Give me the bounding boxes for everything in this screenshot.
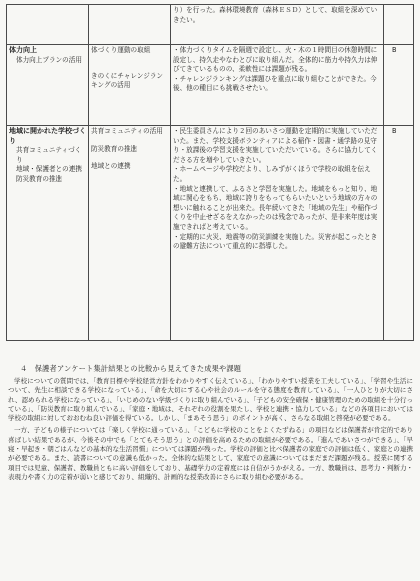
evaluation-item: 共育コミュニティの活用 [91,127,163,135]
evaluation-table [6,4,414,341]
body-paragraph: 学校についての質問では、「教育目標や学校経営方針をわかりやすく伝えている」、「わかりやすい授業を工夫している」、「学習や生活について、先生に相談できる学校になっている」、「命を大切にする心や社会のルールを守る態度を教育している」、「一人ひとりが大切にされ、認められる学校になっている」、「いじめのない学級づくりに取り組んでいる」、「子どもの安全確保・健康管理のための取組を十分行っている」、「防災教育に取り組んでいる」、「家庭・地域は、それぞれの役割を果たし、学校と連携・協力している」などの各項目においては学校の取組に対しておおむね良い評価を得ている。しかし、「まあそう思う」のポイントが高く、さらなる取組と啓発が必要である。 [8,377,413,423]
area-subitem: 防災教育の推進 [16,174,63,183]
description-text: ・チャレンジランキングは課題ひを重点に取り組むことができた。今後、他の種目にも挑戦させたい。 [173,74,377,93]
description-text: ・民生委員さんにより２回のあいさつ運動を定期的に実施していただいた。また、学校支援ボランティアによる稲作・図書・通学路の見守り・放課後の学習支援を実施していただいている。さらに協力してくださる方を増やしていきたい。 [173,127,378,164]
table-row [7,45,414,126]
area-cell [7,126,89,341]
description-text: ・体力づくりタイムを隔週で設定し、火・木の１時間目の休憩時間に設定し、持久走やなわとびに取り組んだ。全体的に筋力や持久力は伸びてきているものの、柔軟性には課題が残る。 [173,46,378,74]
items-cell [89,45,171,126]
table-row [7,126,414,341]
area-heading: 体力向上 [9,46,37,54]
section-heading: ４ 保護者アンケート集計結果との比較から見えてきた成果や課題 [20,364,242,373]
evaluation-item: きのくにチャレンジランキングの活用 [91,71,164,90]
description-text: ・ホームページや学校だより、しみずがくほうで学校の取組を伝えた。 [173,165,371,183]
rating-cell: B [384,126,414,341]
description-cell [171,126,384,341]
section-body [8,377,413,485]
evaluation-item: 地域との連携 [91,162,131,171]
items-cell [89,5,171,45]
area-subitem: 地域・保護者との連携 [16,165,82,174]
rating-cell: B [384,45,414,126]
rating-cell [384,5,414,45]
area-subitem: 体力向上プランの活用 [16,55,82,64]
evaluation-item: 防災教育の推進 [91,144,138,153]
body-paragraph: 一方、子どもの様子については「楽しく学校に通っている」、「こどもに学校のことをよくたずねる」の項目などは保護者が肯定的であり喜ばしい結果であるが、今後その中でも「とてもそう思う」との評価を高めるための取組が必要である。「進んであいさつができる」、「早寝・早起き・朝ごはんなどの基本的な生活習慣」については課題が残った。学校の評価と比べ保護者の家庭での評価は低く、家庭との連携が必要である。また、読書についての意識も低かった。全体的な結果として、家庭での意識についてはまだまだ課題が残る。授業に関する項目では児童、保護者、教職員ともに高い評価をしており、基礎学力の定着度には自信がうかがえる。一方、教職員は、思考力・判断力・表現力や書く力の定着が弱いと感じており、組織的、計画的な授業改善にさらに取り組む必要がある。 [8,426,413,481]
description-text: り）を行った。森林環境教育（森林ＥＳＤ）として、取組を深めていきたい。 [173,6,378,24]
area-subitem: 共育コミュニティづくり [16,146,82,164]
area-cell [7,5,89,45]
description-text: ・地域と連携して、ふるさと学習を実施した。地域をもっと知り、地域に関心をもち、地域に誇りをもってもらいたいという地域の方々の想いに触れることが出来た。長年続いてきた「地域の先生」や稲作づくりを中止せざるをえなかったのは残念であったが、是非来年度は実施できればと考えている。 [173,184,378,231]
evaluation-item: 体づくり運動の取組 [91,46,151,54]
description-cell [171,45,384,126]
description-text: ・定期的に火災、地震等の防災訓練を実施した。災害が起こったときの避難方法について重点的に指導した。 [173,232,378,251]
description-cell [171,5,384,45]
items-cell [89,126,171,341]
area-cell [7,45,89,126]
table-row [7,5,414,45]
area-heading: 地域に開かれた学校づくり [9,127,86,145]
